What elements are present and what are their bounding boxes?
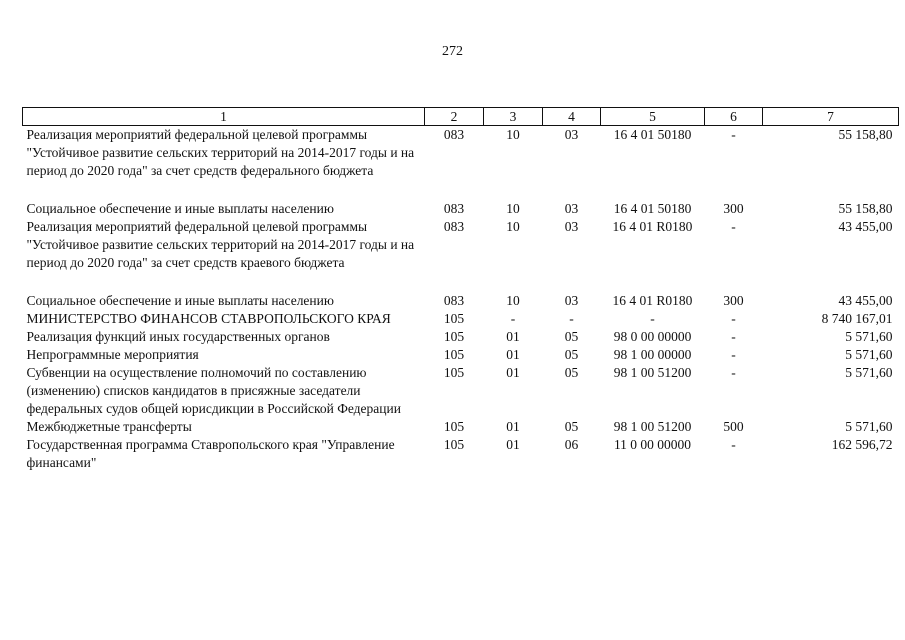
header-col-7: 7 xyxy=(763,108,899,126)
row-name: Государственная программа Ставропольского края "Управление финансами" xyxy=(26,437,395,470)
header-col-6: 6 xyxy=(705,108,763,126)
row-amount: 162 596,72 xyxy=(831,437,893,452)
row-target-article: 98 1 00 51200 xyxy=(613,365,692,380)
row-ministry-code: 105 xyxy=(443,419,465,434)
header-col-4: 4 xyxy=(543,108,601,126)
row-subsection: 03 xyxy=(564,293,579,308)
row-name: Социальное обеспечение и иные выплаты населению xyxy=(26,293,334,308)
row-subsection: 05 xyxy=(564,347,579,362)
row-target-article: 16 4 01 R0180 xyxy=(612,219,693,234)
row-section: - xyxy=(510,311,516,326)
row-expense-type: 300 xyxy=(723,293,744,308)
row-subsection: 05 xyxy=(564,365,579,380)
row-amount: 5 571,60 xyxy=(845,329,893,344)
header-col-3: 3 xyxy=(484,108,543,126)
row-expense-type: - xyxy=(731,365,736,380)
row-ministry-code: 083 xyxy=(443,127,465,142)
row-section: 10 xyxy=(506,127,520,142)
row-amount: 43 455,00 xyxy=(838,293,893,308)
row-name: Реализация функций иных государственных органов xyxy=(26,329,330,344)
row-ministry-code: 105 xyxy=(443,311,465,326)
row-subsection: 03 xyxy=(564,127,579,142)
row-expense-type: - xyxy=(731,311,736,326)
table-row xyxy=(23,418,899,436)
row-ministry-code: 105 xyxy=(443,437,465,452)
row-name: МИНИСТЕРСТВО ФИНАНСОВ СТАВРОПОЛЬСКОГО КРАЯ xyxy=(26,311,391,326)
row-target-article: - xyxy=(650,311,655,326)
row-name: Непрограммные мероприятия xyxy=(26,347,199,362)
row-subsection: 05 xyxy=(564,419,579,434)
table-row xyxy=(23,436,899,472)
row-expense-type: 500 xyxy=(723,419,744,434)
row-amount: 55 158,80 xyxy=(838,201,893,216)
row-target-article: 98 1 00 00000 xyxy=(613,347,692,362)
header-col-1: 1 xyxy=(23,108,425,126)
row-target-article: 16 4 01 R0180 xyxy=(612,293,693,308)
table-row xyxy=(23,364,899,418)
row-target-article: 16 4 01 50180 xyxy=(613,201,692,216)
header-col-2: 2 xyxy=(425,108,484,126)
row-expense-type: - xyxy=(731,127,736,142)
row-target-article: 98 0 00 00000 xyxy=(613,329,692,344)
table-row xyxy=(23,218,899,292)
row-section: 01 xyxy=(506,419,520,434)
row-name: Реализация мероприятий федеральной целевой программы "Устойчивое развитие сельских территорий на 2014-2017 годы и на период до 2020 года" за счет средств краевого бюджета xyxy=(26,219,415,270)
table-row xyxy=(23,126,899,201)
table-row xyxy=(23,292,899,310)
row-section: 01 xyxy=(506,365,520,380)
row-subsection: - xyxy=(569,311,574,326)
row-amount: 5 571,60 xyxy=(845,419,893,434)
header-col-5: 5 xyxy=(601,108,705,126)
page-number: 272 xyxy=(442,44,463,59)
header-row xyxy=(23,108,899,126)
row-expense-type: - xyxy=(731,219,736,234)
row-ministry-code: 105 xyxy=(443,347,465,362)
row-ministry-code: 083 xyxy=(443,201,465,216)
row-name: Субвенции на осуществление полномочий по составлению (изменению) списков кандидатов в присяжные заседатели федеральных судов общей юрисдикции в Российской Федерации xyxy=(26,365,401,416)
row-section: 01 xyxy=(506,347,520,362)
row-expense-type: - xyxy=(731,437,736,452)
row-name: Социальное обеспечение и иные выплаты населению xyxy=(26,201,334,216)
row-ministry-code: 083 xyxy=(443,219,465,234)
table-row xyxy=(23,328,899,346)
row-target-article: 11 0 00 00000 xyxy=(613,437,692,452)
row-target-article: 98 1 00 51200 xyxy=(613,419,692,434)
row-subsection: 03 xyxy=(564,219,579,234)
row-section: 10 xyxy=(506,293,520,308)
row-ministry-code: 083 xyxy=(443,293,465,308)
table-row xyxy=(23,346,899,364)
row-amount: 5 571,60 xyxy=(845,365,893,380)
row-amount: 55 158,80 xyxy=(838,127,893,142)
row-expense-type: - xyxy=(731,347,736,362)
row-expense-type: 300 xyxy=(723,201,744,216)
row-ministry-code: 105 xyxy=(443,329,465,344)
row-section: 01 xyxy=(506,437,520,452)
row-name: Межбюджетные трансферты xyxy=(26,419,192,434)
row-name: Реализация мероприятий федеральной целевой программы "Устойчивое развитие сельских территорий на 2014-2017 годы и на период до 2020 года" за счет средств федерального бюджета xyxy=(26,127,415,178)
budget-table xyxy=(22,107,899,472)
row-section: 10 xyxy=(506,201,520,216)
row-ministry-code: 105 xyxy=(443,365,465,380)
row-subsection: 06 xyxy=(564,437,579,452)
table-row xyxy=(23,200,899,218)
table-row xyxy=(23,310,899,328)
row-subsection: 05 xyxy=(564,329,579,344)
row-subsection: 03 xyxy=(564,201,579,216)
row-amount: 8 740 167,01 xyxy=(821,311,893,326)
row-amount: 5 571,60 xyxy=(845,347,893,362)
row-amount: 43 455,00 xyxy=(838,219,893,234)
row-section: 01 xyxy=(506,329,520,344)
row-expense-type: - xyxy=(731,329,736,344)
row-section: 10 xyxy=(506,219,520,234)
row-target-article: 16 4 01 50180 xyxy=(613,127,692,142)
